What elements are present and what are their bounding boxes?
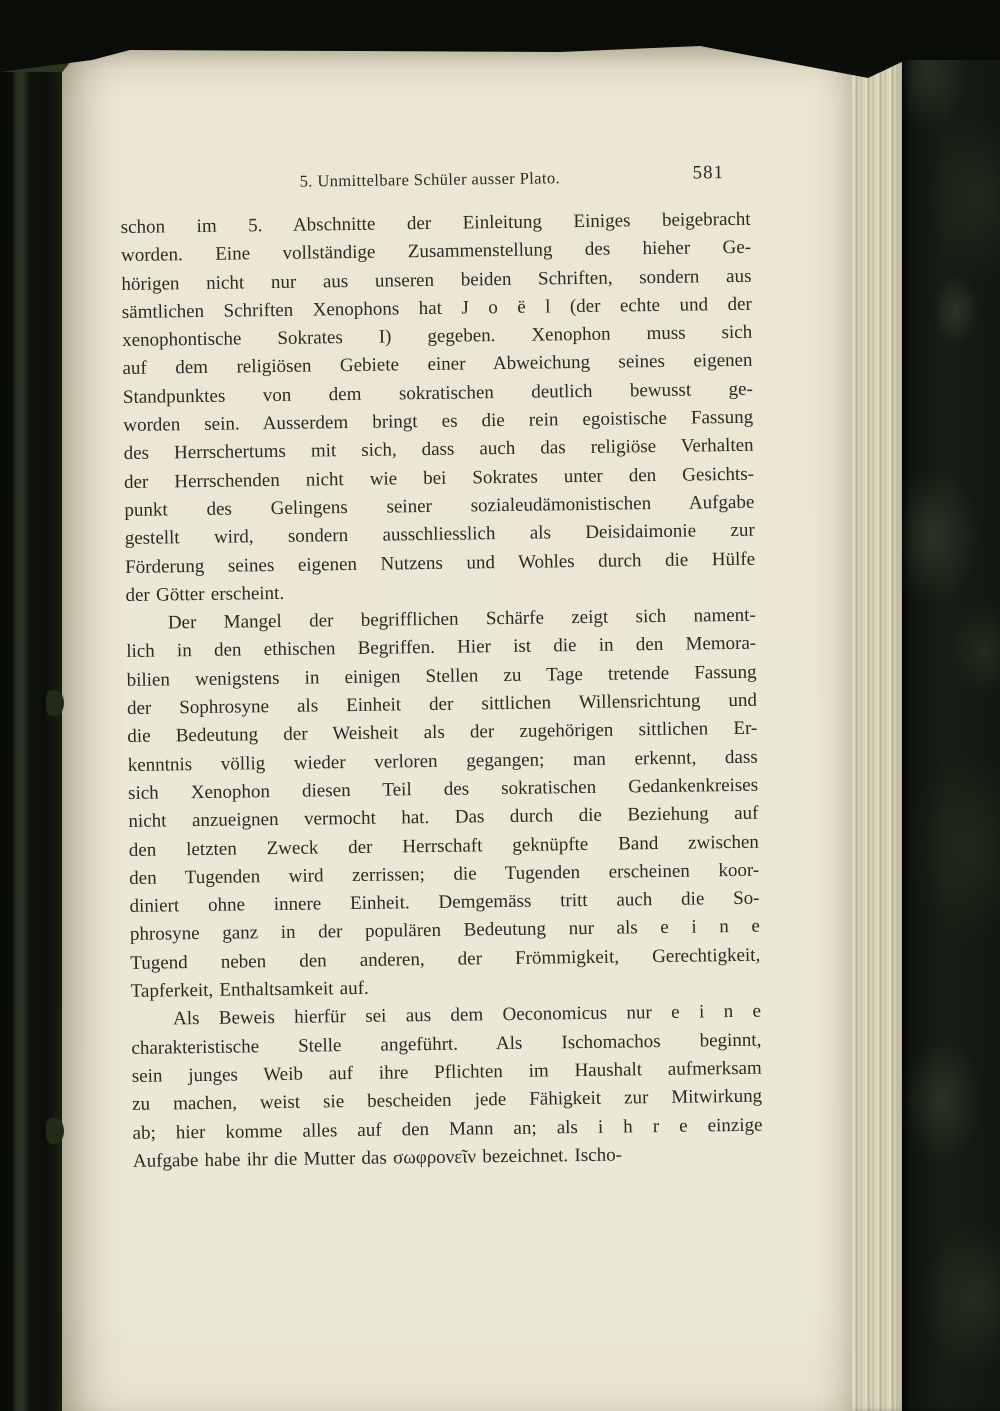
text-line: sein junges Weib auf ihre Pflichten im Haushalt aufmerksam bbox=[131, 1057, 762, 1087]
text-line: phrosyne ganz in der populären Bedeutung nur als e i n e bbox=[129, 916, 761, 946]
text-line: der Götter erscheint. bbox=[125, 582, 285, 606]
text-line: Förderung seines eigenen Nutzens und Wohles durch die Hülfe bbox=[125, 548, 756, 578]
text-line: hörigen nicht nur aus unseren beiden Schriften, sondern aus bbox=[121, 265, 752, 295]
text-line: gestellt wird, sondern ausschliesslich als Deisidaimonie zur bbox=[124, 519, 755, 550]
text-line: xenophontische Sokrates I) gegeben. Xenophon muss sich bbox=[122, 321, 753, 352]
text-line: sämtlichen Schriften Xenophons hat J o ë l (der echte und der bbox=[121, 293, 752, 323]
text-line: worden. Eine vollständige Zusammenstellung des hieher Ge- bbox=[120, 237, 752, 267]
text-line: charakteristische Stelle angeführt. Als Ischomachos beginnt, bbox=[131, 1029, 762, 1059]
text-line: den letzten Zweck der Herrschaft geknüpfte Band zwischen bbox=[128, 831, 759, 861]
text-line: der Herrschenden nicht wie bei Sokrates unter den Gesichts- bbox=[123, 463, 755, 493]
book-cover-right bbox=[902, 0, 1000, 1411]
text-line: Aufgabe habe ihr die Mutter das σωφρονεῖν bezeichnet. Ischo- bbox=[132, 1144, 623, 1172]
text-line: Der Mangel der begrifflichen Schärfe zeigt sich nament- bbox=[167, 604, 756, 634]
text-line: der Sophrosyne als Einheit der sittlichen Willensrichtung und bbox=[126, 689, 758, 720]
text-line: punkt des Gelingens seiner sozialeudämonistischen Aufgabe bbox=[124, 491, 755, 521]
paragraph bbox=[121, 206, 756, 610]
paragraph bbox=[131, 998, 763, 1176]
text-line: den Tugenden wird zerrissen; die Tugenden erscheinen koor- bbox=[129, 859, 760, 889]
page-body bbox=[121, 206, 764, 1176]
text-line: lich in den ethischen Begriffen. Hier ist die in den Memora- bbox=[126, 633, 757, 663]
text-line: des Herrschertums mit sich, dass auch das religiöse Verhalten bbox=[123, 435, 754, 465]
page-header bbox=[120, 162, 750, 198]
page-number: 581 bbox=[692, 162, 725, 184]
text-line: kenntnis völlig wieder verloren gegangen; man erkennt, dass bbox=[127, 746, 758, 776]
text-line: nicht anzueignen vermocht hat. Das durch die Beziehung auf bbox=[128, 802, 759, 833]
text-line: auf dem religiösen Gebiete einer Abweichung seines eigenen bbox=[122, 350, 753, 380]
text-line: Standpunktes von dem sokratischen deutlich bewusst ge- bbox=[122, 378, 754, 408]
page-edge-stack bbox=[852, 36, 908, 1411]
paragraph bbox=[126, 602, 761, 1006]
text-line: ab; hier komme alles auf den Mann an; als i h r e einzige bbox=[132, 1114, 763, 1144]
text-line: schon im 5. Abschnitte der Einleitung Einiges beigebracht bbox=[120, 208, 751, 238]
text-line: bilien wenigstens in einigen Stellen zu Tage tretende Fassung bbox=[126, 661, 757, 691]
text-line: diniert ohne innere Einheit. Demgemäss tritt auch die So- bbox=[129, 887, 760, 918]
text-line: sich Xenophon diesen Teil des sokratischen Gedankenkreises bbox=[127, 774, 759, 804]
book-page bbox=[58, 44, 858, 1411]
binding-notch bbox=[46, 690, 64, 716]
text-line: worden sein. Ausserdem bringt es die rein egoistische Fassung bbox=[123, 406, 754, 437]
running-title: 5. Unmittelbare Schüler ausser Plato. bbox=[299, 168, 561, 191]
text-line: Tapferkeit, Enthaltsamkeit auf. bbox=[130, 977, 369, 1002]
binding-notch bbox=[46, 1118, 64, 1144]
text-line: Als Beweis hierfür sei aus dem Oeconomicus nur e i n e bbox=[172, 1000, 762, 1030]
text-line: die Bedeutung der Weisheit als der zugehörigen sittlichen Er- bbox=[127, 718, 758, 748]
printed-area bbox=[120, 162, 763, 1176]
text-line: zu machen, weist sie bescheiden jede Fähigkeit zur Mitwirkung bbox=[132, 1085, 763, 1116]
text-line: Tugend neben den anderen, der Frömmigkeit, Gerechtigkeit, bbox=[130, 944, 761, 974]
